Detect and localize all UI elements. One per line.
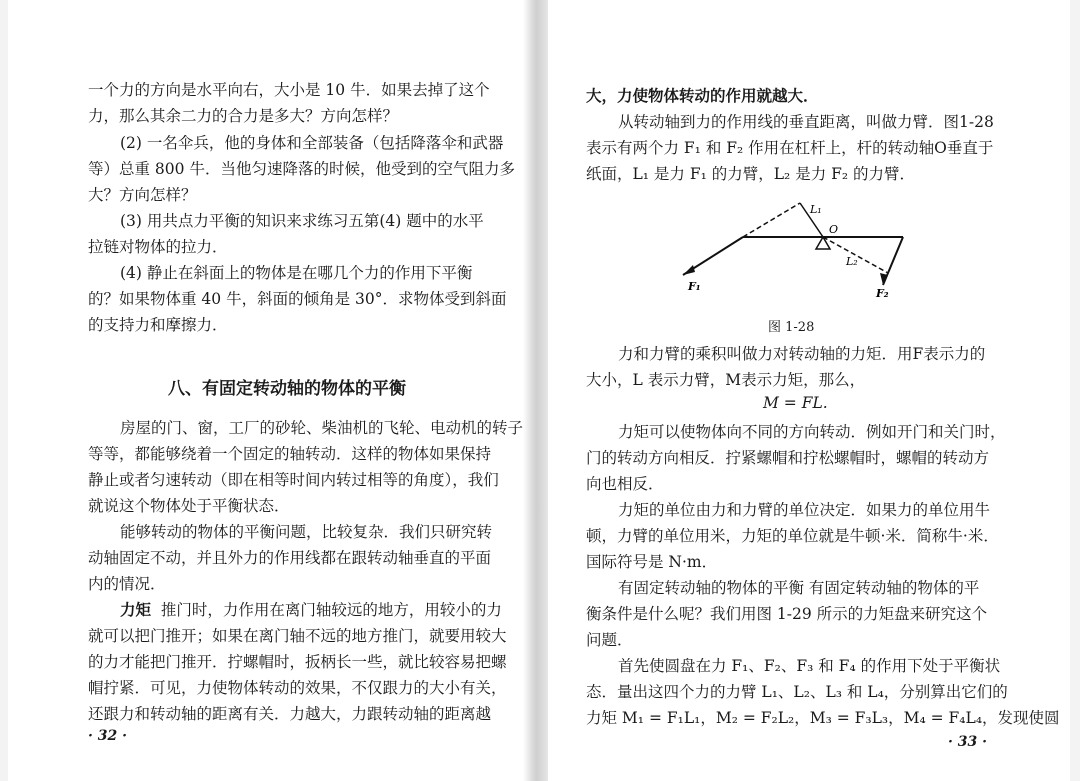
left-page — [8, 0, 523, 781]
text-fragment: 推门时，力作用在离门轴较远的地方，用较小的力 — [160, 601, 502, 619]
right-page — [548, 0, 1070, 781]
arm-l1-dashed — [743, 203, 800, 237]
text-line: 能够转动的物体的平衡问题，比较复杂．我们只研究转 — [120, 523, 493, 541]
section-title: 八、有固定转动轴的物体的平衡 — [168, 379, 406, 399]
text-line: 问题． — [586, 631, 633, 649]
text-line: 静止或者匀速转动（即在相等时间内转过相等的角度），我们 — [88, 471, 499, 489]
text-line: 就说这个物体处于平衡状态． — [88, 497, 290, 515]
text-line: 帽拧紧．可见，力使物体转动的效果，不仅跟力的大小有关， — [88, 679, 507, 697]
text-line: (3) 用共点力平衡的知识来求练习五第(4) 题中的水平 — [120, 212, 484, 230]
text-line: 的支持力和摩擦力． — [88, 316, 228, 334]
text-line: 拉链对物体的拉力． — [88, 238, 228, 256]
force-f1-arrowhead — [683, 265, 695, 275]
text-line: 表示有两个力 F₁ 和 F₂ 作用在杠杆上，杆的转动轴O垂直于 — [586, 139, 994, 157]
label-l2: L₂ — [846, 255, 858, 268]
figure-caption: 图 1-28 — [768, 320, 815, 335]
text-line: 衡条件是什么呢？我们用图 1-29 所示的力矩盘来研究这个 — [586, 605, 988, 623]
text-line: 大，力使物体转动的作用就越大． — [586, 86, 819, 105]
text-line: 房屋的门、窗，工厂的砂轮、柴油机的飞轮、电动机的转子 — [120, 419, 523, 437]
text-line: 内的情况． — [88, 575, 166, 593]
text-line: 门的转动方向相反．拧紧螺帽和拧松螺帽时，螺帽的转动方 — [586, 449, 990, 467]
text-line: 力和力臂的乘积叫做力对转动轴的力矩．用F表示力的 — [618, 345, 986, 363]
text-line: 的力才能把门推开．拧螺帽时，扳柄长一些，就比较容易把螺 — [88, 653, 507, 671]
text-line: 大小，L 表示力臂，M表示力矩，那么， — [586, 371, 866, 389]
text-line: 力矩 M₁ = F₁L₁，M₂ = F₂L₂，M₃ = F₃L₃，M₄ = F₄L₄，发现使圆 — [586, 709, 1060, 727]
text-line: 等等，都能够绕着一个固定的轴转动．这样的物体如果保持 — [88, 445, 492, 463]
pivot-o — [816, 237, 830, 249]
label-l1: L₁ — [810, 203, 822, 216]
text-line: 态．量出这四个力的力臂 L₁、L₂、L₃ 和 L₄，分别算出它们的 — [586, 683, 1008, 701]
page-number: · 32 · — [88, 728, 127, 744]
text-line: (4) 静止在斜面上的物体是在哪几个力的作用下平衡 — [120, 264, 473, 282]
text-line: 力矩可以使物体向不同的方向转动．例如开门和关门时， — [618, 423, 1006, 441]
text-line: 从转动轴到力的作用线的垂直距离，叫做力臂．图1-28 — [618, 113, 994, 131]
text-line: (2) 一名伞兵，他的身体和全部装备（包括降落伞和武器 — [120, 134, 504, 152]
text-line: 大？方向怎样？ — [88, 186, 197, 204]
label-o: O — [829, 223, 839, 236]
text-line: 的？如果物体重 40 牛，斜面的倾角是 30°．求物体受到斜面 — [88, 290, 507, 308]
inline-heading: 力矩 — [120, 600, 152, 619]
text-line: 首先使圆盘在力 F₁、F₂、F₃ 和 F₄ 的作用下处于平衡状 — [618, 657, 1001, 675]
text-line: 顿，力臂的单位用米，力矩的单位就是牛顿·米．简称牛·米． — [586, 527, 999, 545]
text-line: 还跟力和转动轴的距离有关．力越大，力跟转动轴的距离越 — [88, 705, 492, 723]
page-number: · 33 · — [948, 734, 987, 750]
label-f2: F₂ — [876, 287, 889, 300]
text-line: 动轴固定不动，并且外力的作用线都在跟转动轴垂直的平面 — [88, 549, 492, 567]
formula: M = FL. — [763, 394, 828, 412]
label-f1: F₁ — [688, 280, 701, 293]
text-line: 力，那么其余二力的合力是多大？方向怎样？ — [88, 107, 399, 125]
text-line: 力矩的单位由力和力臂的单位决定．如果力的单位用牛 — [618, 501, 991, 519]
moment-paragraph-start — [88, 600, 502, 620]
text-line: 一个力的方向是水平向右，大小是 10 牛．如果去掉了这个 — [88, 81, 490, 99]
text-line: 向也相反． — [586, 475, 664, 493]
text-line: 有固定转动轴的物体的平衡 有固定转动轴的物体的平 — [618, 579, 980, 597]
text-line: 纸面，L₁ 是力 F₁ 的力臂，L₂ 是力 F₂ 的力臂． — [586, 165, 916, 183]
text-line: 等）总重 800 牛．当他匀速降落的时候，他受到的空气阻力多 — [88, 160, 515, 178]
lever-figure — [678, 195, 918, 300]
text-line: 国际符号是 N·m． — [586, 553, 718, 571]
text-line: 就可以把门推开；如果在离门轴不远的地方推门，就要用较大 — [88, 627, 507, 645]
book-gutter — [523, 0, 548, 781]
